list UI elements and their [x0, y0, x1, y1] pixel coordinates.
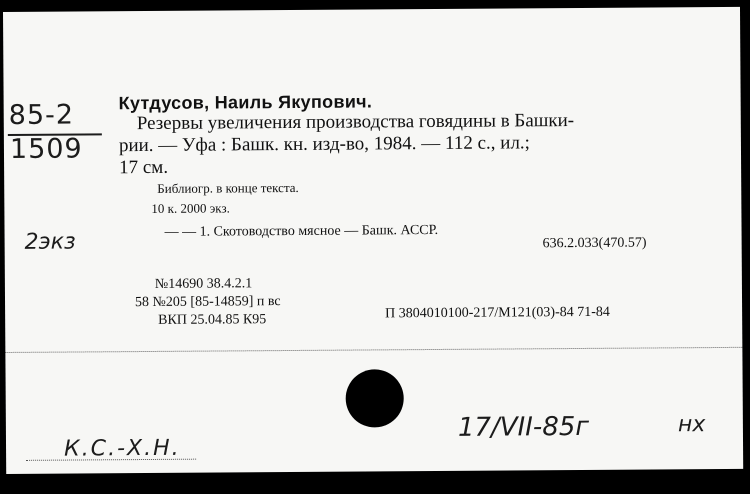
vkp-line: ВКП 25.04.85 К95	[158, 312, 267, 328]
handwritten-mark: нх	[677, 412, 706, 438]
punch-hole	[346, 369, 404, 427]
shelf-mark-top: 85-2	[8, 99, 75, 131]
index-code: П 3804010100-217/М121(03)-84 71-84	[385, 304, 610, 322]
bibliography-note: Библиогр. в конце текста.	[157, 179, 299, 196]
shelf-mark-bottom: 1509	[9, 133, 83, 165]
title-line-2: рии. — Уфа : Башк. кн. изд-во, 1984. — 112 с., ил.;	[118, 132, 530, 157]
udc-code: 636.2.033(470.57)	[542, 235, 647, 252]
handwritten-date: 17/VII-85г	[457, 411, 590, 443]
catalog-card	[3, 7, 743, 474]
title-line-1: Резервы увеличения производства говядины в Башки-	[136, 110, 575, 135]
price-print-run: 10 к. 2000 экз.	[151, 200, 230, 216]
subject-heading: — — 1. Скотоводство мясное — Башк. АССР.	[164, 222, 439, 240]
library-mark: К.С.-Х.Н.	[63, 435, 181, 462]
registration-number: №14690 38.4.2.1	[154, 276, 253, 292]
copies-mark: 2экз	[24, 229, 76, 255]
author-heading: Кутдусов, Наиль Якупович.	[118, 91, 373, 114]
divider-line	[5, 347, 742, 353]
title-line-3: 17 см.	[119, 156, 169, 179]
registration-number-2: 58 №205 [85-14859] п вс	[134, 294, 281, 311]
